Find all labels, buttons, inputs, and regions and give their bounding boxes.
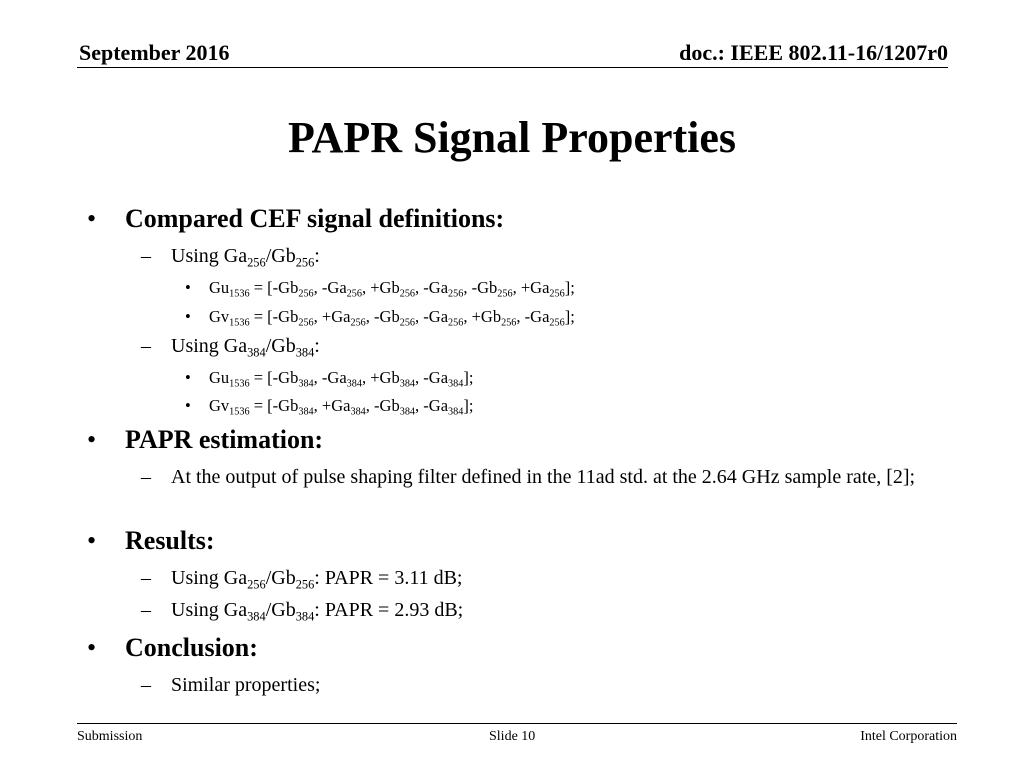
text-run: Using Ga: [171, 335, 248, 357]
sequence-definition: [185, 278, 575, 300]
text-run: /Gb: [265, 599, 296, 621]
sub-bullet: [141, 595, 961, 625]
text-run: /Gb: [265, 335, 296, 357]
text-run: , -Ga: [415, 396, 449, 415]
subscript: 384: [298, 378, 314, 390]
bullet-marker: •: [185, 396, 191, 415]
text-run: , +Gb: [361, 368, 400, 387]
subscript: 256: [295, 255, 315, 270]
subscript: 256: [298, 288, 314, 300]
subscript: 384: [295, 609, 315, 624]
text-run: : PAPR = 2.93 dB;: [314, 599, 464, 621]
subscript: 1536: [229, 378, 250, 390]
footer-organization: Intel Corporation: [860, 729, 957, 744]
text-run: ];: [564, 278, 575, 297]
text-run: , +Ga: [512, 278, 550, 297]
subscript: 256: [549, 317, 565, 329]
sub-bullet: [141, 241, 961, 271]
subscript: 384: [448, 406, 464, 418]
subscript: 256: [448, 288, 464, 300]
bullet-heading: [87, 204, 505, 234]
text-run: , +Gb: [361, 278, 400, 297]
bullet-marker: •: [185, 307, 191, 326]
dash-marker: –: [141, 245, 151, 267]
bullet-marker: •: [87, 526, 97, 555]
bullet-marker: •: [185, 278, 191, 297]
bullet-heading-text: Compared CEF signal definitions:: [125, 204, 505, 233]
bullet-heading: [87, 425, 324, 455]
dash-marker: –: [141, 335, 151, 357]
text-run: /Gb: [265, 567, 296, 589]
text-run: = [-Gb: [249, 278, 299, 297]
subscript: 256: [247, 255, 266, 270]
bullet-marker: •: [185, 368, 191, 387]
text-run: Similar properties;: [171, 674, 321, 696]
sub-bullet: [141, 462, 961, 492]
subscript: 256: [295, 577, 315, 592]
subscript: 384: [295, 345, 315, 360]
text-run: :: [314, 245, 320, 267]
bullet-heading: [87, 633, 258, 663]
text-run: Gu: [209, 278, 230, 297]
text-run: = [-Gb: [249, 368, 299, 387]
text-run: , -Gb: [463, 278, 498, 297]
dash-marker: –: [141, 567, 151, 589]
text-run: Using Ga: [171, 599, 248, 621]
sub-bullet: [141, 331, 961, 361]
text-run: :: [314, 335, 320, 357]
text-run: : PAPR = 3.11 dB;: [314, 567, 463, 589]
text-run: = [-Gb: [249, 396, 299, 415]
subscript: 256: [350, 317, 366, 329]
subscript: 256: [399, 317, 416, 329]
header-doc-id: doc.: IEEE 802.11-16/1207r0: [679, 40, 948, 65]
text-run: , -Ga: [415, 278, 449, 297]
sequence-definition: [185, 368, 474, 390]
bullet-heading: [87, 526, 215, 556]
footer-slide-number: Slide 10: [489, 729, 536, 744]
subscript: 256: [497, 288, 513, 300]
subscript: 384: [399, 406, 416, 418]
sub-bullet: [141, 670, 961, 700]
dash-marker: –: [141, 466, 151, 488]
header-date: September 2016: [79, 40, 230, 65]
text-run: Using Ga: [171, 245, 248, 267]
footer-submission: Submission: [77, 729, 143, 744]
text-run: , +Gb: [463, 307, 502, 326]
subscript: 256: [448, 317, 464, 329]
text-run: ];: [564, 307, 575, 326]
text-run: Gv: [209, 307, 230, 326]
bullet-marker: •: [87, 425, 97, 454]
subscript: 384: [350, 406, 366, 418]
bullet-marker: •: [87, 633, 97, 662]
text-run: , -Gb: [365, 307, 400, 326]
dash-marker: –: [141, 599, 151, 621]
bullet-heading-text: Results:: [125, 526, 215, 555]
subscript: 256: [399, 288, 416, 300]
text-run: ];: [463, 396, 474, 415]
subscript: 256: [247, 577, 266, 592]
text-run: , +Ga: [313, 396, 351, 415]
subscript: 256: [298, 317, 314, 329]
subscript: 1536: [229, 406, 250, 418]
text-run: , -Ga: [313, 278, 347, 297]
text-run: , +Ga: [313, 307, 351, 326]
slide-title: PAPR Signal Properties: [287, 113, 737, 162]
subscript: 256: [501, 317, 517, 329]
text-run: , -Ga: [415, 307, 449, 326]
footer-divider: [77, 723, 957, 724]
subscript: 384: [346, 378, 362, 390]
text-run: , -Ga: [415, 368, 449, 387]
bullet-heading-text: PAPR estimation:: [125, 425, 324, 454]
text-run: /Gb: [265, 245, 296, 267]
bullet-marker: •: [87, 204, 97, 233]
subscript: 384: [247, 345, 266, 360]
text-run: , -Ga: [516, 307, 550, 326]
sequence-definition: [185, 396, 474, 418]
text-run: , -Gb: [365, 396, 400, 415]
bullet-heading-text: Conclusion:: [125, 633, 258, 662]
text-run: , -Ga: [313, 368, 347, 387]
sequence-definition: [185, 307, 575, 329]
subscript: 384: [399, 378, 416, 390]
text-run: At the output of pulse shaping filter defined in the 11ad std. at the 2.64 GHz sample rate, [2];: [171, 466, 916, 488]
dash-marker: –: [141, 674, 151, 696]
subscript: 384: [298, 406, 314, 418]
subscript: 384: [247, 609, 266, 624]
subscript: 256: [346, 288, 362, 300]
subscript: 384: [448, 378, 464, 390]
subscript: 1536: [229, 288, 250, 300]
text-run: Using Ga: [171, 567, 248, 589]
text-run: ];: [463, 368, 474, 387]
sub-bullet: [141, 563, 961, 593]
text-run: Gu: [209, 368, 230, 387]
subscript: 1536: [229, 317, 250, 329]
text-run: Gv: [209, 396, 230, 415]
text-run: = [-Gb: [249, 307, 299, 326]
subscript: 256: [549, 288, 565, 300]
